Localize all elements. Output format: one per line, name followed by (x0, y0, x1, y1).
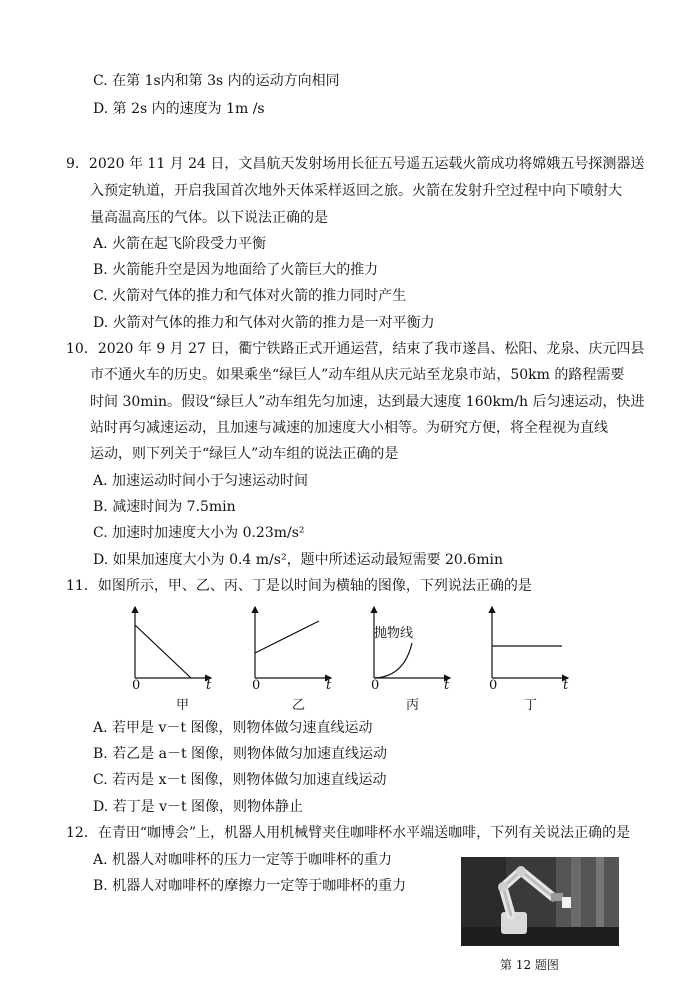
q10-stem-line-2: 市不通火车的历史。如果乘坐“绿巨人”动车组从庆元站至龙泉市站，50km 的路程需要 (90, 367, 625, 383)
q10-option-b: B. 减速时间为 7.5min (93, 499, 236, 515)
option-c-prev: C. 在第 1s内和第 3s 内的运动方向相同 (93, 73, 340, 89)
q10-stem-line-5: 运动，则下列关于“绿巨人”动车组的说法正确的是 (90, 446, 399, 462)
q9-stem-line-3: 量高温高压的气体。以下说法正确的是 (90, 210, 328, 226)
q10-stem-line-1: 10．2020 年 9 月 27 日，衢宁铁路正式开通运营，结束了我市遂昌、松阳、龙泉、庆元四县 (66, 341, 645, 357)
q12-option-a: A. 机器人对咖啡杯的压力一定等于咖啡杯的重力 (93, 852, 393, 868)
parabola-curve (374, 643, 412, 678)
q9-option-c: C. 火箭对气体的推力和气体对火箭的推力同时产生 (93, 288, 407, 304)
robot-arm-illustration (461, 857, 619, 946)
graph-jia-name: 甲 (176, 698, 190, 713)
robot-arm-photo (461, 857, 619, 946)
q11-stem: 11．如图所示，甲、乙、丙、丁是以时间为横轴的图像，下列说法正确的是 (66, 578, 532, 594)
graph-bing-origin: 0 (371, 678, 380, 693)
q11-option-a: A. 若甲是 v－t 图像，则物体做匀速直线运动 (93, 720, 373, 736)
q11-option-d: D. 若丁是 v－t 图像，则物体静止 (93, 799, 304, 815)
q12-stem: 12．在青田“咖博会”上，机器人用机械臂夹住咖啡杯水平端送咖啡，下列有关说法正确的是 (66, 825, 631, 841)
q9-option-b: B. 火箭能升空是因为地面给了火箭巨大的推力 (93, 262, 379, 278)
graph-bing-annotation: 抛物线 (374, 626, 414, 641)
graph-line (255, 621, 319, 653)
q10-option-d: D. 如果加速度大小为 0.4 m/s²，题中所述运动最短需要 20.6min (93, 552, 503, 568)
graph-jia-t-label: t (206, 678, 212, 693)
q9-option-a: A. 火箭在起飞阶段受力平衡 (93, 236, 267, 252)
q10-option-c: C. 加速时加速度大小为 0.23m/s² (93, 525, 305, 541)
q12-option-b: B. 机器人对咖啡杯的摩擦力一定等于咖啡杯的重力 (93, 878, 407, 894)
graph-ding-t-label: t (563, 678, 569, 693)
q9-stem-line-2: 入预定轨道，开启我国首次地外天体采样返回之旅。火箭在发射升空过程中向下喷射大 (90, 183, 622, 199)
q10-stem-line-3: 时间 30min。假设“绿巨人”动车组先匀加速，达到最大速度 160km/h 后匀速运动，快进 (90, 394, 645, 410)
q11-option-b: B. 若乙是 a－t 图像，则物体做匀加速直线运动 (93, 746, 388, 762)
graph-line (135, 625, 191, 678)
graph-yi-origin: 0 (252, 678, 261, 693)
graph-bing-t-label: t (444, 678, 450, 693)
q10-option-a: A. 加速运动时间小于匀速运动时间 (93, 473, 309, 489)
option-d-prev: D. 第 2s 内的速度为 1m /s (93, 101, 265, 117)
graph-ding-origin: 0 (489, 678, 498, 693)
graph-yi-name: 乙 (292, 698, 306, 713)
q11-option-c: C. 若丙是 x－t 图像，则物体做匀加速直线运动 (93, 772, 387, 788)
figure-caption: 第 12 题图 (500, 958, 559, 972)
graph-yi-t-label: t (326, 678, 332, 693)
graph-bing-name: 丙 (406, 698, 420, 713)
q10-stem-line-4: 站时再匀减速运动，且加速与减速的加速度大小相等。为研究方便，将全程视为直线 (90, 420, 608, 436)
q9-stem-line-1: 9．2020 年 11 月 24 日，文昌航天发射场用长征五号遥五运载火箭成功将嫦娥五号探测器送 (66, 156, 645, 172)
graph-ding-name: 丁 (524, 698, 538, 713)
graph-jia-origin: 0 (132, 678, 141, 693)
q9-option-d: D. 火箭对气体的推力和气体对火箭的推力是一对平衡力 (93, 315, 435, 331)
